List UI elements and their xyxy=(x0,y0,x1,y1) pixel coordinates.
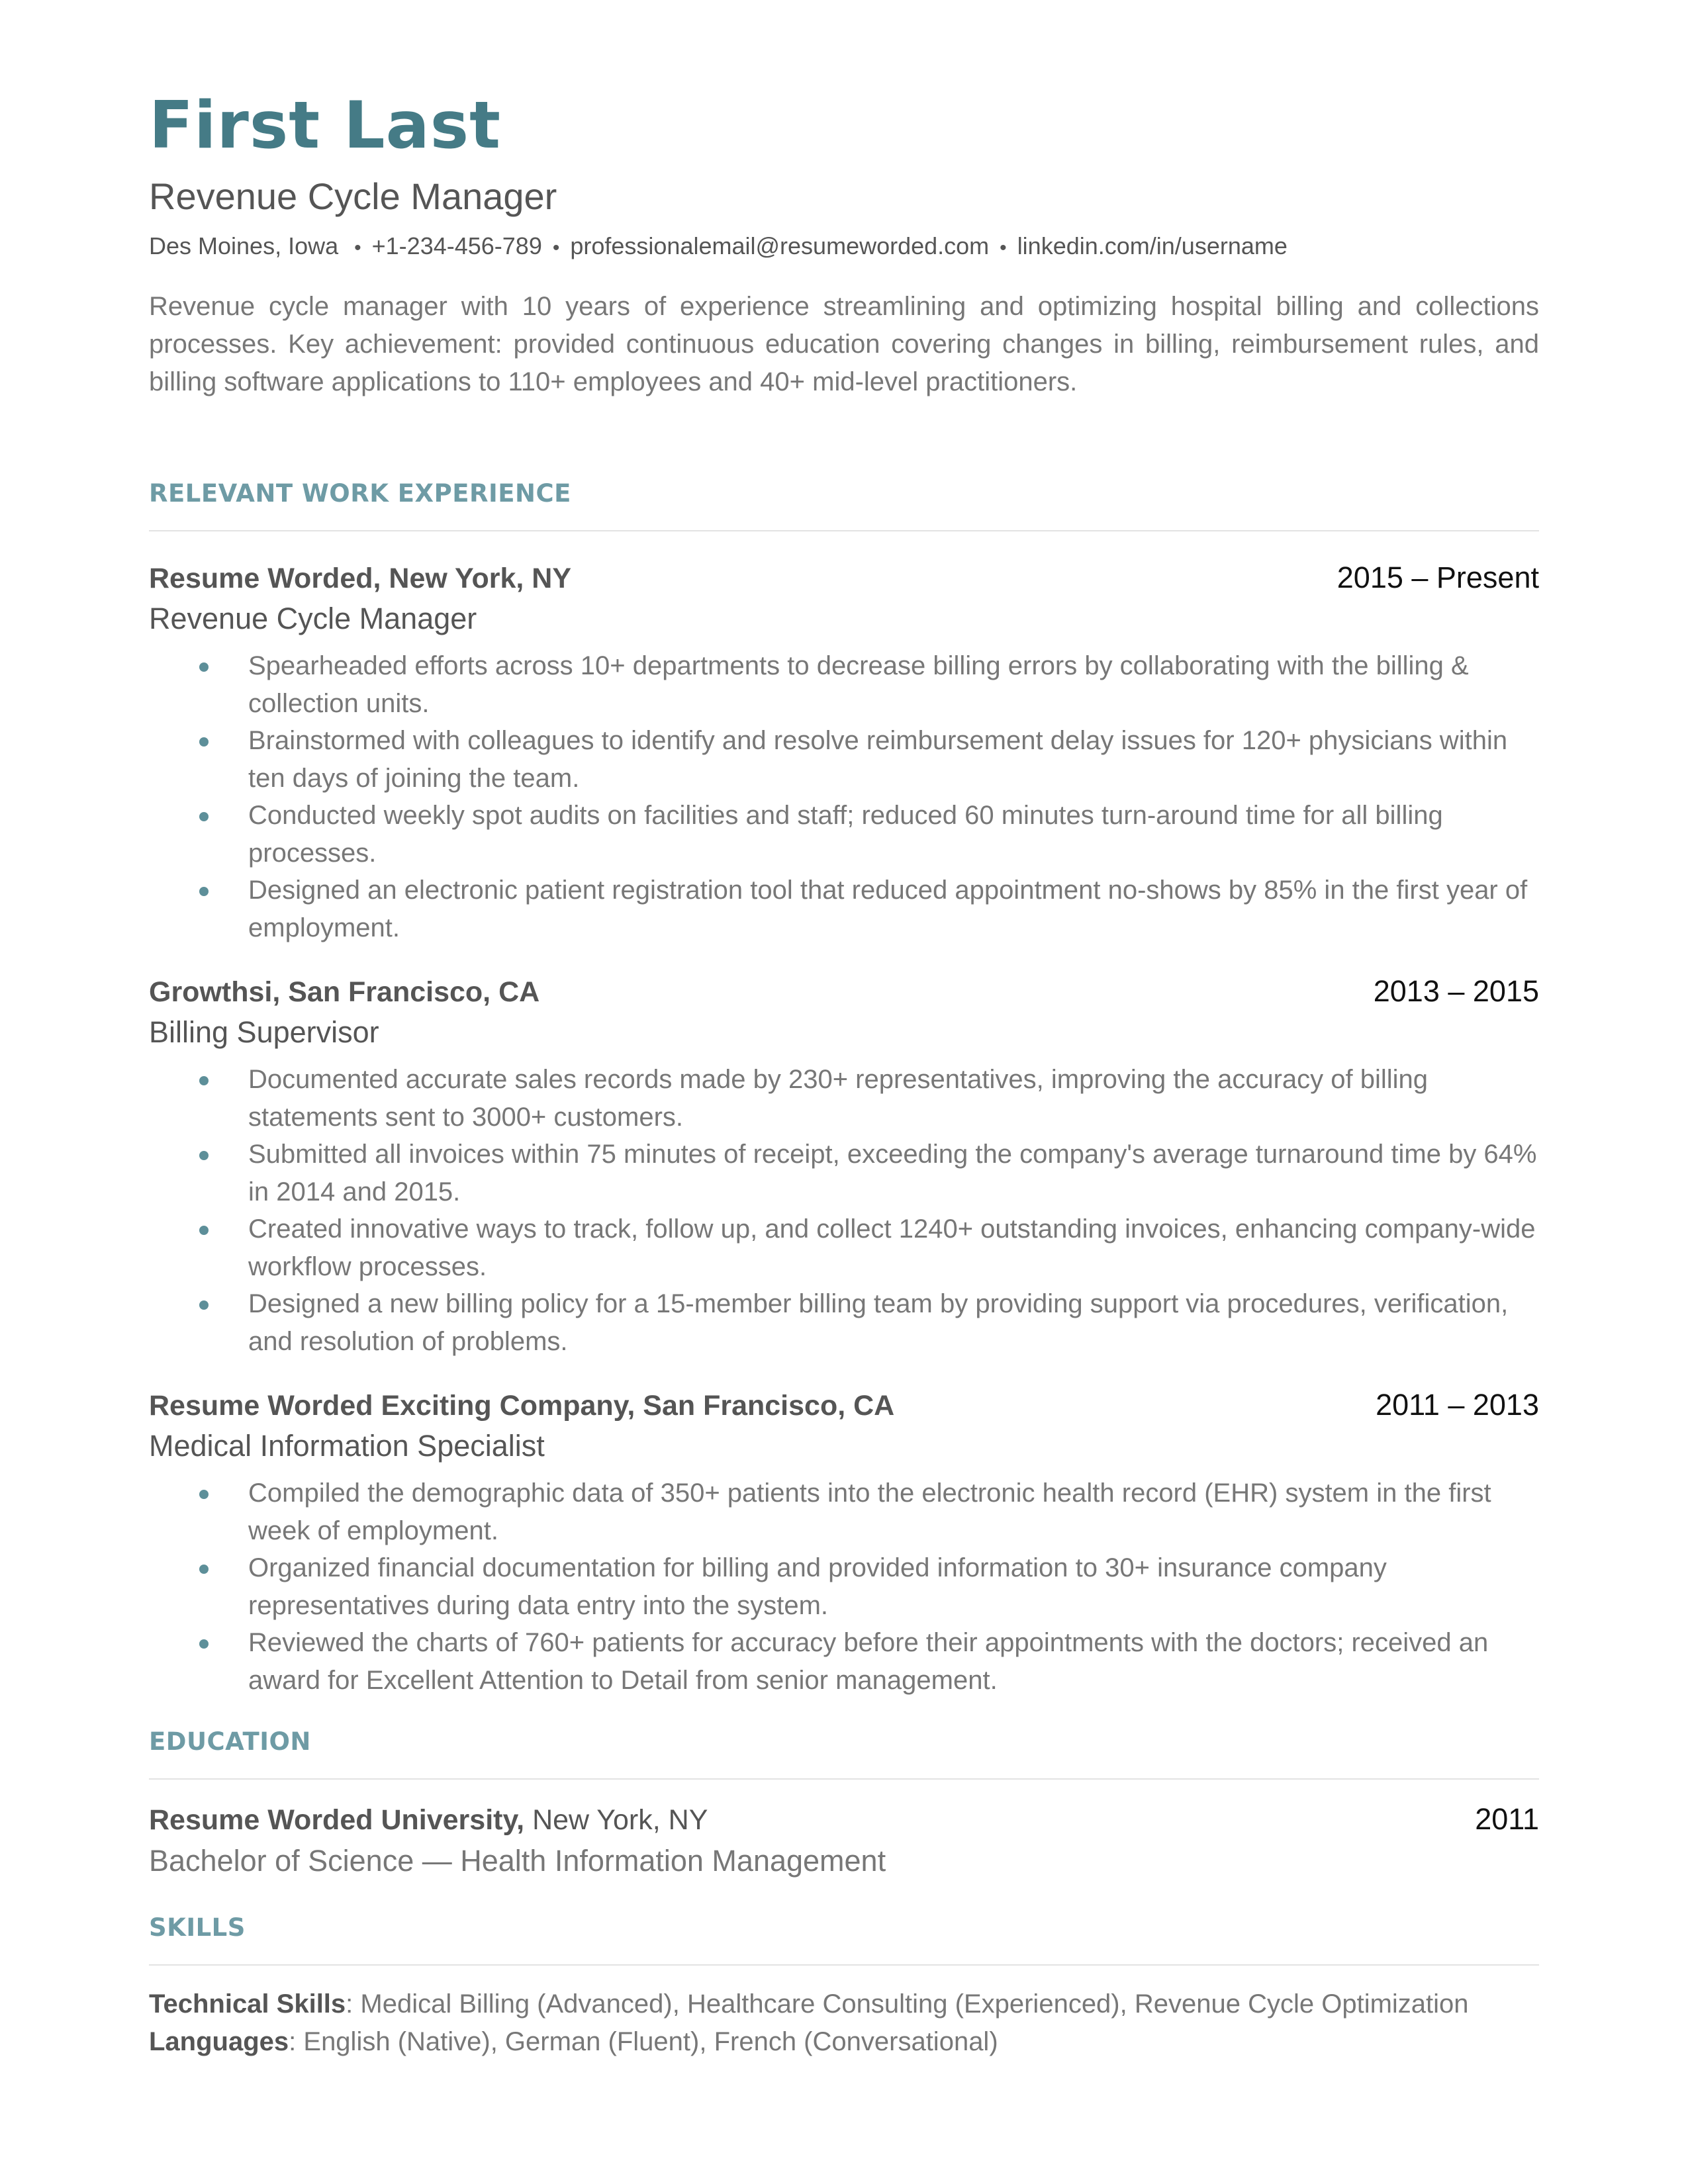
section-divider xyxy=(149,1964,1539,1966)
technical-skills-value: : Medical Billing (Advanced), Healthcare Consulting (Experienced), Revenue Cycle Optimization xyxy=(346,1989,1469,2019)
languages-value: : English (Native), German (Fluent), French (Conversational) xyxy=(289,2027,998,2056)
bullet-text: Created innovative ways to track, follow up, and collect 1240+ outstanding invoices, enhancing company-wide workflow processes. xyxy=(248,1214,1536,1281)
bullet-icon xyxy=(199,1565,209,1574)
education-degree: Bachelor of Science — Health Information Management xyxy=(149,1844,886,1878)
list-item xyxy=(149,722,1539,797)
job-dates: 2011 – 2013 xyxy=(1376,1388,1539,1422)
education-school xyxy=(149,1799,708,1841)
bullet-text: Conducted weekly spot audits on facilities and staff; reduced 60 minutes turn-around time for all billing processes. xyxy=(248,801,1443,868)
job-bullets xyxy=(149,647,1539,946)
job-company: Resume Worded Exciting Company, San Francisco, CA xyxy=(149,1390,895,1422)
bullet-text: Spearheaded efforts across 10+ departments to decrease billing errors by collaborating with the billing & collection units. xyxy=(248,651,1469,718)
section-heading-education: EDUCATION xyxy=(149,1727,311,1756)
bullet-text: Organized financial documentation for billing and provided information to 30+ insurance company representatives during data entry into the system. xyxy=(248,1553,1387,1620)
bullet-icon xyxy=(199,737,209,747)
list-item xyxy=(149,1061,1539,1136)
bullet-text: Documented accurate sales records made by 230+ representatives, improving the accuracy of billing statements sent to 3000+ customers. xyxy=(248,1065,1429,1132)
list-item xyxy=(149,1475,1539,1549)
bullet-icon xyxy=(199,887,209,896)
job-bullets xyxy=(149,1475,1539,1699)
list-item xyxy=(149,1285,1539,1360)
list-item xyxy=(149,1624,1539,1699)
contact-line xyxy=(149,229,1539,265)
job-dates: 2013 – 2015 xyxy=(1373,974,1539,1008)
list-item xyxy=(149,1136,1539,1210)
bullet-text: Designed a new billing policy for a 15-member billing team by providing support via procedures, verification, and resolution of problems. xyxy=(248,1289,1509,1356)
technical-skills-label: Technical Skills xyxy=(149,1989,346,2019)
list-item xyxy=(149,647,1539,722)
job-entry xyxy=(149,558,1539,946)
bullet-separator-icon: • xyxy=(552,237,560,259)
candidate-name: First Last xyxy=(149,88,501,163)
job-bullets xyxy=(149,1061,1539,1360)
job-company: Growthsi, San Francisco, CA xyxy=(149,976,540,1008)
section-heading-skills: SKILLS xyxy=(149,1913,246,1942)
contact-location: Des Moines, Iowa xyxy=(149,232,339,259)
bullet-separator-icon: • xyxy=(1000,237,1007,259)
list-item xyxy=(149,872,1539,946)
list-item xyxy=(149,1549,1539,1624)
bullet-icon xyxy=(199,812,209,821)
job-entry xyxy=(149,1385,1539,1699)
bullet-text: Compiled the demographic data of 350+ patients into the electronic health record (EHR) system in the first week of employment. xyxy=(248,1479,1491,1545)
job-role: Billing Supervisor xyxy=(149,1015,379,1049)
education-year: 2011 xyxy=(1475,1802,1539,1836)
contact-linkedin[interactable]: linkedin.com/in/username xyxy=(1017,232,1288,259)
school-name: Resume Worded University, xyxy=(149,1804,525,1836)
section-heading-experience: RELEVANT WORK EXPERIENCE xyxy=(149,479,571,508)
list-item xyxy=(149,1210,1539,1285)
job-title: Revenue Cycle Manager xyxy=(149,175,557,217)
work-experience-section xyxy=(149,477,1539,1699)
section-divider xyxy=(149,1778,1539,1780)
section-divider xyxy=(149,530,1539,531)
list-item xyxy=(149,797,1539,872)
job-company: Resume Worded, New York, NY xyxy=(149,563,572,594)
bullet-icon xyxy=(199,1076,209,1085)
bullet-icon xyxy=(199,1226,209,1235)
skills-section xyxy=(149,1911,1539,2061)
bullet-icon xyxy=(199,1300,209,1310)
bullet-icon xyxy=(199,1151,209,1160)
technical-skills-line xyxy=(149,1985,1539,2023)
job-role: Medical Information Specialist xyxy=(149,1429,545,1463)
job-dates: 2015 – Present xyxy=(1336,561,1539,594)
contact-email[interactable]: professionalemail@resumeworded.com xyxy=(570,232,990,259)
school-location: New York, NY xyxy=(532,1804,708,1836)
bullet-text: Submitted all invoices within 75 minutes of receipt, exceeding the company's average turnaround time by 64% in 2014 and 2015. xyxy=(248,1140,1537,1206)
bullet-icon xyxy=(199,1639,209,1649)
bullet-icon xyxy=(199,1490,209,1499)
languages-label: Languages xyxy=(149,2027,289,2056)
bullet-icon xyxy=(199,662,209,672)
bullet-text: Brainstormed with colleagues to identify and resolve reimbursement delay issues for 120+ physicians within ten days of joining the team. xyxy=(248,726,1508,793)
professional-summary: Revenue cycle manager with 10 years of experience streamlining and optimizing hospital billing and collections processes. Key achievement: provided continuous education covering changes in billing, reimbursement rules, and billing software applications to 110+ employees and 40+ mid-level practitioners. xyxy=(149,292,1539,396)
bullet-text: Designed an electronic patient registration tool that reduced appointment no-shows by 85% in the first year of employment. xyxy=(248,876,1528,942)
education-section xyxy=(149,1725,1539,1882)
bullet-text: Reviewed the charts of 760+ patients for accuracy before their appointments with the doctors; received an award for Excellent Attention to Detail from senior management. xyxy=(248,1628,1489,1695)
job-entry xyxy=(149,972,1539,1360)
resume-page xyxy=(149,86,1539,2061)
languages-line xyxy=(149,2023,1539,2061)
contact-phone: +1-234-456-789 xyxy=(371,232,542,259)
job-role: Revenue Cycle Manager xyxy=(149,602,477,635)
bullet-separator-icon: • xyxy=(354,237,361,259)
